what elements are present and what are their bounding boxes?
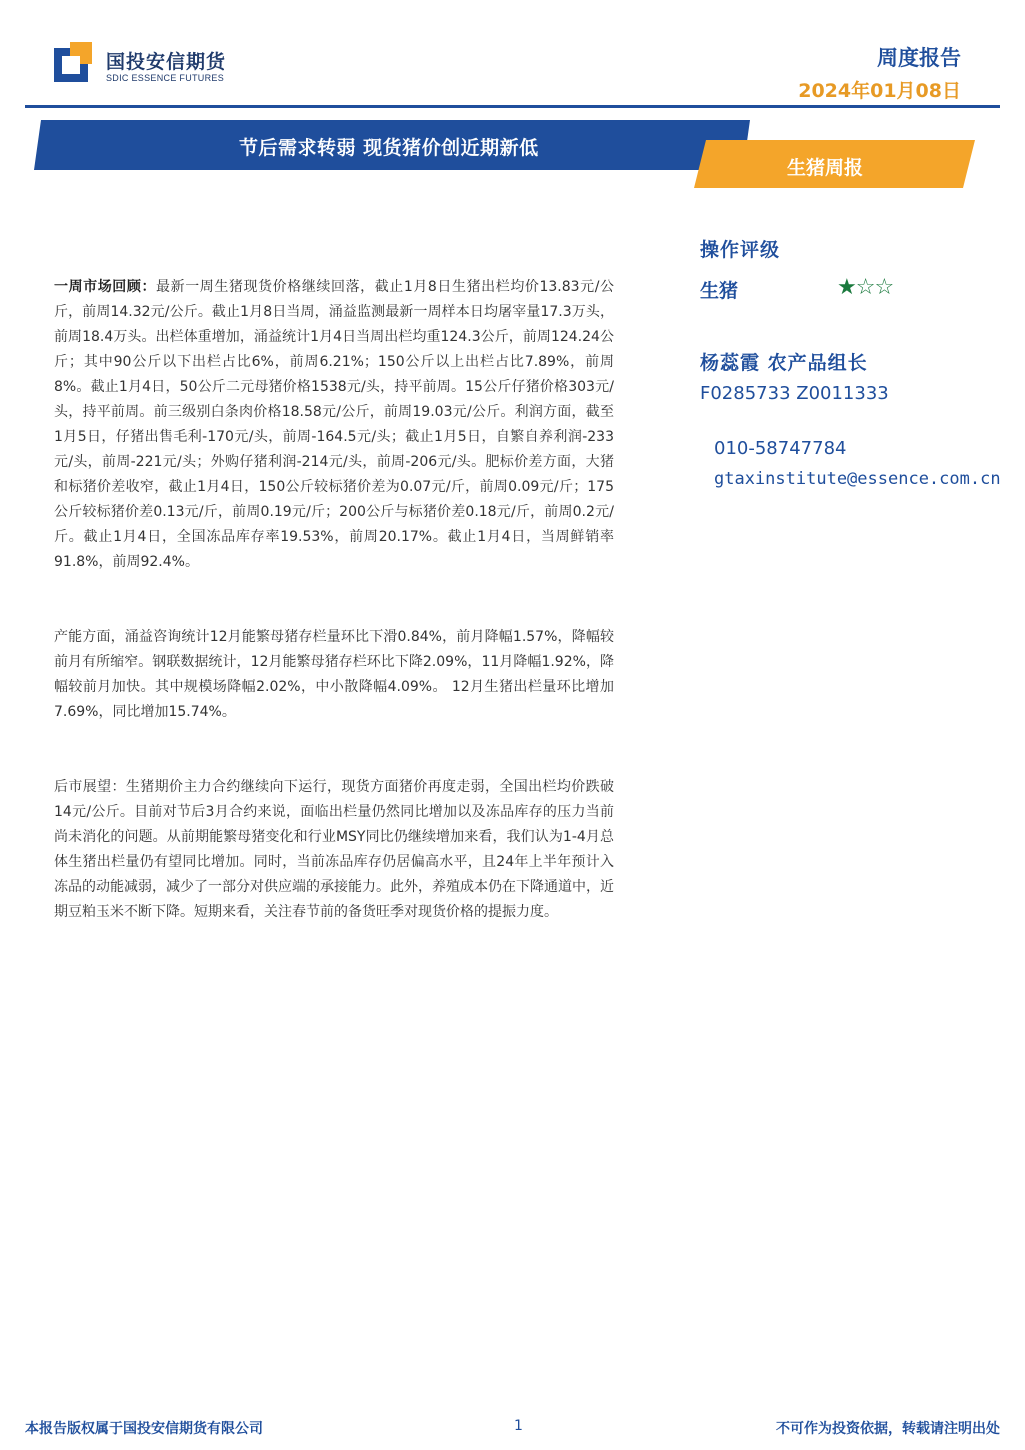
weekly-review-paragraph xyxy=(54,275,614,575)
weekly-review-lead: 一周市场回顾： xyxy=(54,279,157,295)
rating-stars-icon: ★☆☆ xyxy=(837,275,894,300)
contact-phone: 010-58747784 xyxy=(714,438,847,459)
report-category-tag: 生猪周报 xyxy=(787,157,864,179)
weekly-review-text: 最新一周生猪现货价格继续回落，截止1月8日生猪出栏均价13.83元/公斤，前周14.32元/公斤。截止1月8日当周，涌益监测最新一周样本日均屠宰量17.3万头，前周18.4万头。出栏体重增加，涌益统计1月4日当周出栏均重124.3公斤，前周124.24公斤；其中90公斤以下出栏占比6%，前周6.21%；150公斤以上出栏占比7.89%，前周8%。截止1月4日，50公斤二元母猪价格1538元/头，持平前周。15公斤仔猪价格303元/头，持平前周。前三级别白条肉价格18.58元/公斤，前周19.03元/公斤。利润方面，截至1月5日，仔猪出售毛利-170元/头，前周-164.5元/头；截止1月5日，自繁自养利润-233元/头，前周-221元/头；外购仔猪利润-214元/头，前周-206元/头。肥标价差方面，大猪和标猪价差收窄，截止1月4日，150公斤较标猪价差为0.07元/斤，前周0.09元/斤；175公斤较标猪价差0.13元/斤，前周0.19元/斤；200公斤与标猪价差0.18元/斤，前周0.2元/斤。截止1月4日，全国冻品库存率19.53%，前周20.17%。截止1月4日，当周鲜销率91.8%，前周92.4%。 xyxy=(54,279,614,570)
logo-company-name-en: SDIC ESSENCE FUTURES xyxy=(106,73,225,83)
analyst-name: 杨蕊霞 农产品组长 xyxy=(700,352,868,374)
report-date: 2024年01月08日 xyxy=(798,80,961,102)
title-banner xyxy=(34,120,984,190)
logo-mark-icon xyxy=(54,42,96,84)
logo-company-name: 国投安信期货 xyxy=(106,51,227,73)
footer-copyright: 本报告版权属于国投安信期货有限公司 xyxy=(25,1421,263,1437)
report-type: 周度报告 xyxy=(877,46,961,70)
page-number: 1 xyxy=(514,1418,523,1434)
company-logo xyxy=(54,42,294,88)
contact-email[interactable]: gtaxinstitute@essence.com.cn xyxy=(714,469,1001,489)
rating-row xyxy=(700,276,1020,304)
analyst-certificates: F0285733 Z0011333 xyxy=(700,383,889,404)
operation-rating-title: 操作评级 xyxy=(700,239,781,261)
sidebar xyxy=(700,235,1020,489)
capacity-paragraph: 产能方面，涌益咨询统计12月能繁母猪存栏量环比下滑0.84%，前月降幅1.57%，降幅较前月有所缩窄。钢联数据统计，12月能繁母猪存栏环比下降2.09%，11月降幅1.92%，降幅较前月加快。其中规模场降幅2.02%，中小散降幅4.09%。 12月生猪出栏量环比增加7.69%，同比增加15.74%。 xyxy=(54,629,614,720)
outlook-paragraph: 后市展望：生猪期价主力合约继续向下运行，现货方面猪价再度走弱，全国出栏均价跌破14元/公斤。目前对节后3月合约来说，面临出栏量仍然同比增加以及冻品库存的压力当前尚未消化的问题。从前期能繁母猪变化和行业MSY同比仍继续增加来看，我们认为1-4月总体生猪出栏量仍有望同比增加。同时，当前冻品库存仍居偏高水平，且24年上半年预计入冻品的动能减弱，减少了一部分对供应端的承接能力。此外，养殖成本仍在下降通道中，近期豆粕玉米不断下降。短期来看，关注春节前的备货旺季对现货价格的提振力度。 xyxy=(54,779,614,920)
footer-disclaimer: 不可作为投资依据，转载请注明出处 xyxy=(776,1421,1000,1437)
rating-label: 生猪 xyxy=(700,280,739,302)
report-body xyxy=(54,275,614,975)
page-footer xyxy=(25,1418,1000,1440)
report-title: 节后需求转弱 现货猪价创近期新低 xyxy=(239,137,539,159)
header-divider xyxy=(25,105,1000,108)
